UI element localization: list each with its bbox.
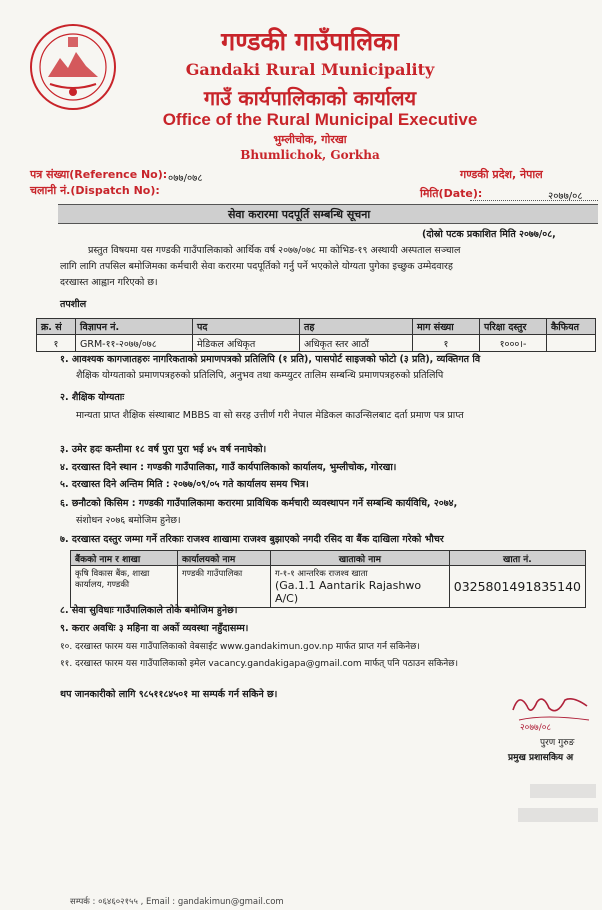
notice-title-banner bbox=[58, 204, 598, 224]
org-name-nepali: गण्डकी गाउँपालिका bbox=[221, 27, 399, 56]
item-4: ४. दरखास्त दिने स्थान : गण्डकी गाउँपालिका, गाउँ कार्यपालिकाको कार्यालय, भुम्लीचोक, गोरखा। bbox=[60, 462, 397, 473]
cell-fee: १०००।- bbox=[480, 335, 547, 352]
item-1-cont: शैक्षिक योग्यताको प्रमाणपत्रहरुको प्रतिलिपि, अनुभव तथा कम्प्युटर तालिम सम्बन्धि प्रमाणपत्रहरुको प्रतिलिपि bbox=[76, 370, 444, 381]
col-demand: माग संख्या bbox=[413, 319, 480, 335]
reference-label: पत्र संख्या(Reference No): bbox=[30, 168, 168, 181]
col-bank: बैंकको नाम र शाखा bbox=[71, 551, 178, 566]
col-post: पद bbox=[193, 319, 300, 335]
footer-contact: सम्पर्क : ०६४६०२१५५ , Email : gandakimun@gmail.com bbox=[70, 897, 284, 907]
item-7: ७. दरखास्त दस्तुर जम्मा गर्ने तरिकाः राजश्व शाखामा राजश्व बुझाएको नगदी रसिद वा बैंक दाखिला गरेको भौचर bbox=[60, 534, 444, 545]
item-11: ११. दरखास्त फारम यस गाउँपालिकाको इमेल vacancy.gandakigapa@gmail.com मार्फत् पनि पठाउन सकिनेछ। bbox=[60, 659, 458, 669]
item-1: १. आवश्यक कागजातहरुः नागरिकताको प्रमाणपत्रको प्रतिलिपि (१ प्रति), पासपोर्ट साइजको फोटो (३ प्रति), व्यक्तिगत वि bbox=[60, 354, 481, 365]
item-3: ३. उमेर हदः कम्तीमा १८ वर्ष पुरा पुरा भई ४५ वर्ष ननाघेको। bbox=[60, 444, 267, 455]
contact-line: थप जानकारीको लागि ९८५११८४५०१ मा सम्पर्क गर्न सकिने छ। bbox=[60, 689, 278, 700]
municipality-seal-logo bbox=[28, 22, 118, 112]
date-value: २०७७/०८ bbox=[548, 191, 583, 202]
item-10: १०. दरखास्त फारम यस गाउँपालिकाको वेबसाईट www.gandakimun.gov.np मार्फत प्राप्त गर्न सकिनेछ। bbox=[60, 642, 420, 652]
acc-name-english: (Ga.1.1 Aantarik Rajashwo A/C) bbox=[274, 579, 422, 605]
col-fee: परिक्षा दस्तुर bbox=[480, 319, 547, 335]
date-underline bbox=[470, 200, 598, 201]
col-level: तह bbox=[300, 319, 413, 335]
dispatch-label: चलानी नं.(Dispatch No): bbox=[30, 184, 160, 197]
item-6: ६. छनौटको किसिम : गण्डकी गाउँपालिकामा करारमा प्राविधिक कर्मचारी व्यवस्थापन गर्ने सम्बन्धि कार्यविधि, २०७४, bbox=[60, 498, 458, 509]
cell-post: मेडिकल अधिकृत bbox=[193, 335, 300, 352]
col-acc-no: खाता नं. bbox=[449, 551, 585, 566]
cell-acc-name bbox=[270, 566, 449, 608]
office-name-english: Office of the Rural Municipal Executive bbox=[162, 110, 478, 129]
post-table bbox=[36, 318, 596, 352]
org-name-english: Gandaki Rural Municipality bbox=[185, 60, 435, 79]
signatory-name: पुरण गुरुङ bbox=[540, 738, 575, 748]
cell-remarks bbox=[547, 335, 596, 352]
cell-demand: १ bbox=[413, 335, 480, 352]
intro-line-2: लागि लागि तपसिल बमोजिमका कर्मचारी सेवा करारमा पदपूर्तिको गर्नु पर्ने भएकोले योग्यता पुगेका इच्छुक उम्मेदवारह bbox=[60, 261, 453, 272]
cell-acc-no: 0325801491835140 bbox=[449, 566, 585, 608]
item-8: ८. सेवा सुविधाः गाउँपालिकाले तोके बमोजिम हुनेछ। bbox=[60, 605, 238, 616]
signatory-title: प्रमुख प्रशासकिय अ bbox=[508, 753, 574, 763]
republish-note: (दोस्रो पटक प्रकाशित मिति २०७७/०८, bbox=[422, 229, 556, 240]
acc-name-nepali: ग-१-१ आन्तरिक राजश्व खाता bbox=[274, 569, 368, 579]
bank-table-header bbox=[71, 551, 586, 566]
cell-sn: १ bbox=[37, 335, 76, 352]
col-remarks: कैफियत bbox=[547, 319, 596, 335]
intro-line-1: प्रस्तुत विषयमा यस गण्डकी गाउँपालिकाको आर्थिक वर्ष २०७७/०७८ मा कोभिड-१९ अस्थायी अस्पताल सञ्चाल bbox=[88, 245, 461, 256]
col-sn: क्र. सं bbox=[37, 319, 76, 335]
cell-bank: कृषि विकास बैंक, शाखा कार्यालय, गण्डकी bbox=[71, 566, 178, 608]
col-acc-name: खाताको नाम bbox=[270, 551, 449, 566]
cell-office: गण्डकी गाउँपालिका bbox=[178, 566, 271, 608]
item-6-cont: संशोधन २०७६ बमोजिम हुनेछ। bbox=[76, 515, 181, 526]
footer-bar bbox=[0, 896, 602, 910]
col-ad-no: विज्ञापन नं. bbox=[76, 319, 193, 335]
tapsil-heading: तपशील bbox=[60, 299, 87, 310]
table-row bbox=[37, 335, 596, 352]
cell-ad-no: GRM-११-२०७७/०७८ bbox=[76, 335, 193, 352]
item-5: ५. दरखास्त दिने अन्तिम मिति : २०७७/०९/०५ गते कार्यालय समय भित्र। bbox=[60, 479, 309, 490]
province-label: गण्डकी प्रदेश, नेपाल bbox=[460, 168, 543, 181]
table-row bbox=[71, 566, 586, 608]
bank-table bbox=[70, 550, 586, 608]
item-2-cont: मान्यता प्राप्त शैक्षिक संस्थाबाट MBBS वा सो सरह उत्तीर्ण गरी नेपाल मेडिकल काउन्सिलबाट दर्ता प्रमाण पत्र प्राप्त bbox=[76, 410, 464, 421]
reference-value: ०७७/०७८ bbox=[168, 173, 203, 184]
col-office: कार्यालयको नाम bbox=[178, 551, 271, 566]
address-nepali: भुम्लीचोक, गोरखा bbox=[273, 133, 347, 146]
item-9: ९. करार अवधिः ३ महिना वा अर्को व्यवस्था नहुँदासम्म। bbox=[60, 623, 249, 634]
notice-title: सेवा करारमा पदपूर्ति सम्बन्धि सूचना bbox=[228, 208, 371, 221]
cell-level: अधिकृत स्तर आठौं bbox=[300, 335, 413, 352]
faded-stamp bbox=[510, 780, 598, 840]
date-label: मिति(Date): bbox=[420, 187, 483, 200]
office-name-nepali: गाउँ कार्यपालिकाको कार्यालय bbox=[203, 86, 417, 110]
address-english: Bhumlichok, Gorkha bbox=[240, 148, 380, 162]
signature-date: २०७७/०८ bbox=[520, 723, 552, 733]
post-table-header bbox=[37, 319, 596, 335]
intro-line-3: दरखास्त आह्वान गरिएको छ। bbox=[60, 277, 158, 288]
item-2: २. शैक्षिक योग्यताः bbox=[60, 392, 125, 403]
